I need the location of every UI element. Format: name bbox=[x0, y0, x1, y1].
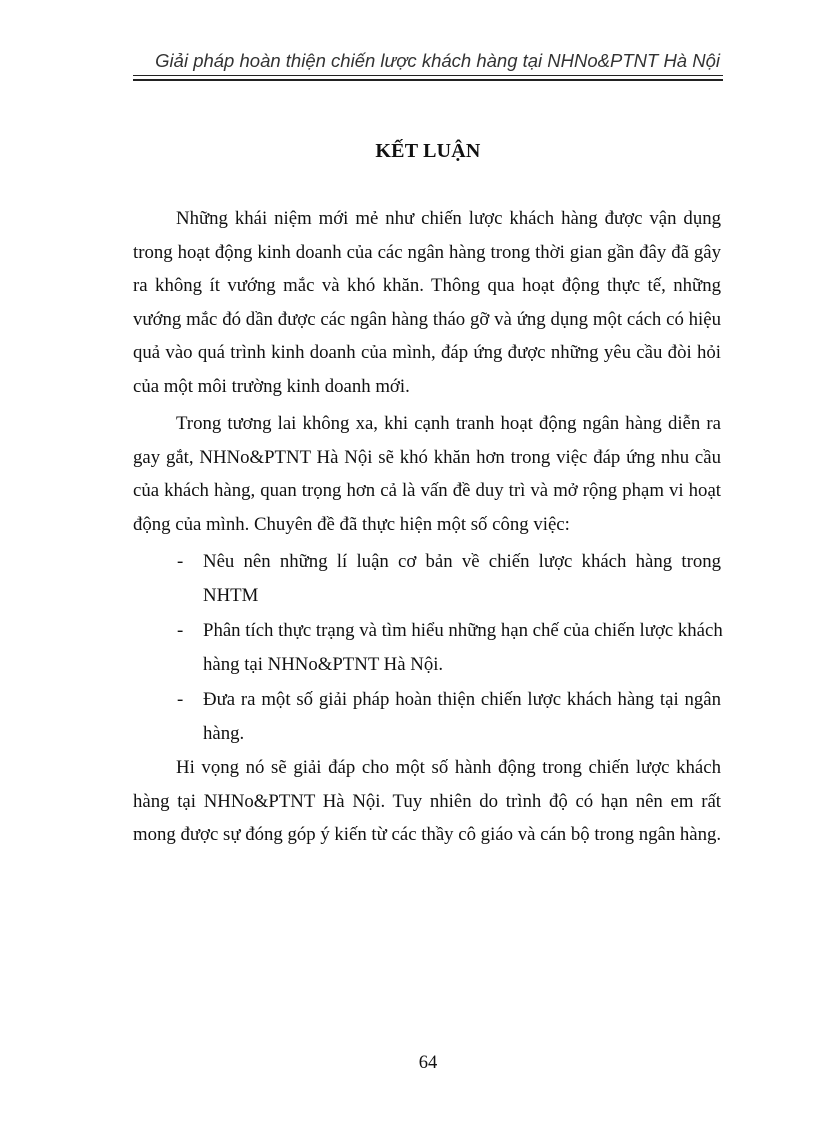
paragraph-line: động của mình. Chuyên đề đã thực hiện một số công việc: bbox=[133, 513, 570, 535]
bullet-line: Đưa ra một số giải pháp hoàn thiện chiến lược khách hàng tại ngân bbox=[203, 689, 721, 710]
bullet-line: NHTM bbox=[203, 584, 259, 606]
bullet-item-2 bbox=[133, 614, 723, 681]
page-title: KẾT LUẬN bbox=[375, 140, 481, 162]
bullet-item-3 bbox=[133, 683, 723, 750]
bullet-marker: - bbox=[177, 551, 184, 572]
paragraph-line: ra không ít vướng mắc và khó khăn. Thông qua hoạt động thực tế, những bbox=[133, 275, 721, 296]
paragraph-3 bbox=[133, 751, 721, 852]
paragraph-line: quả vào quá trình kinh doanh của mình, đáp ứng được những yêu cầu đòi hỏi bbox=[133, 342, 721, 363]
paragraph-line: gay gắt, NHNo&PTNT Hà Nội sẽ khó khăn hơn trong việc đáp ứng nhu cầu bbox=[133, 446, 721, 468]
paragraph-2 bbox=[133, 407, 721, 541]
header-rule-thin bbox=[133, 75, 723, 76]
paragraph-line: hàng tại NHNo&PTNT Hà Nội. Tuy nhiên do trình độ có hạn nên em rất bbox=[133, 790, 721, 812]
bullet-item-1 bbox=[133, 545, 723, 612]
paragraph-line: của một môi trường kinh doanh mới. bbox=[133, 375, 410, 397]
bullet-marker: - bbox=[177, 620, 184, 641]
header-rule-thick bbox=[133, 79, 723, 81]
paragraph-line: trong hoạt động kinh doanh của các ngân hàng trong thời gian gần đây đã gây bbox=[133, 241, 721, 263]
paragraph-line: mong được sự đóng góp ý kiến từ các thầy cô giáo và cán bộ trong ngân hàng. bbox=[133, 824, 722, 845]
bullet-line: Nêu nên những lí luận cơ bản về chiến lược khách hàng trong bbox=[203, 551, 721, 572]
bullet-marker: - bbox=[177, 689, 184, 710]
bullet-line: Phân tích thực trạng và tìm hiểu những hạn chế của chiến lược khách bbox=[203, 620, 723, 641]
page-number: 64 bbox=[418, 1053, 438, 1073]
bullet-line: hàng tại NHNo&PTNT Hà Nội. bbox=[203, 653, 444, 675]
paragraph-line: Những khái niệm mới mẻ như chiến lược khách hàng được vận dụng bbox=[176, 208, 721, 229]
paragraph-1 bbox=[133, 202, 721, 403]
bullet-line: hàng. bbox=[203, 722, 245, 744]
paragraph-line: vướng mắc đó dần được các ngân hàng tháo gỡ và ứng dụng một cách có hiệu bbox=[133, 308, 721, 330]
paragraph-line: Hi vọng nó sẽ giải đáp cho một số hành động trong chiến lược khách bbox=[176, 757, 721, 778]
paragraph-line: của khách hàng, quan trọng hơn cả là vấn đề duy trì và mở rộng phạm vi hoạt bbox=[133, 480, 721, 501]
running-header: Giải pháp hoàn thiện chiến lược khách hàng tại NHNo&PTNT Hà Nội bbox=[155, 50, 720, 71]
paragraph-line: Trong tương lai không xa, khi cạnh tranh hoạt động ngân hàng diễn ra bbox=[176, 413, 721, 434]
